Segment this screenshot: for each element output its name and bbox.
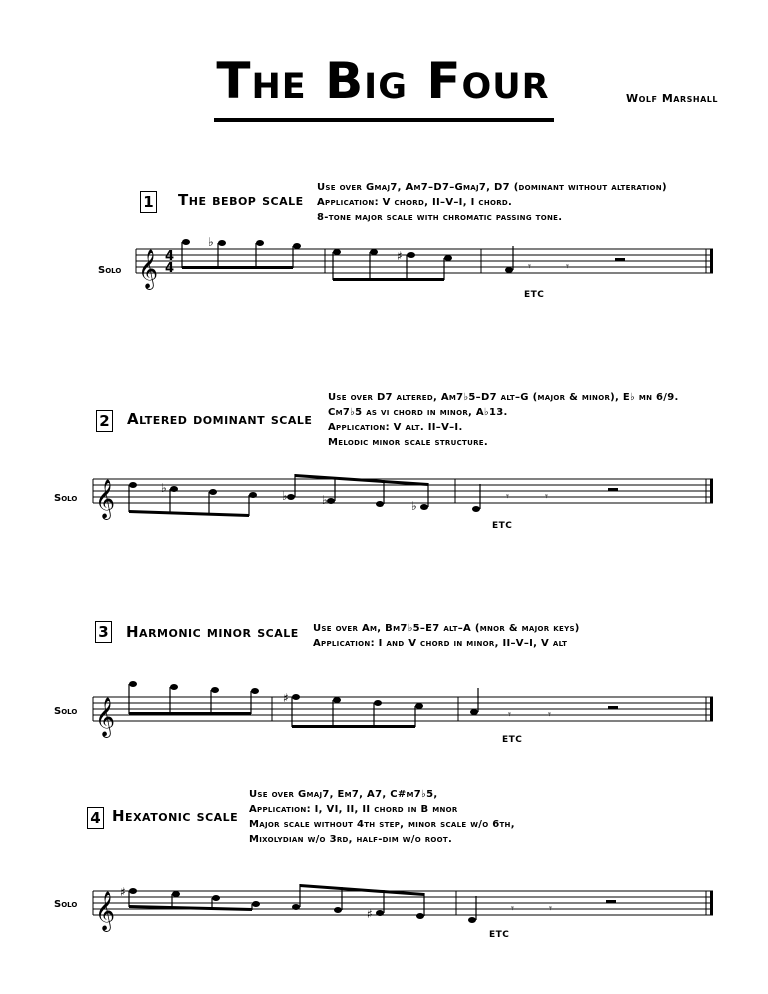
solo-label-2: Solo xyxy=(54,493,78,504)
section-2-note-line: Application: V alt. II–V–I. xyxy=(328,422,463,433)
sharp-icon: ♯ xyxy=(397,249,403,263)
section-3-note-line: Application: I and V chord in minor, II–V–I, V alt xyxy=(313,638,568,649)
eighth-rest-icon: 𝄾 xyxy=(528,260,531,273)
page-title: The Big Four xyxy=(216,52,550,110)
etc-label-1: ETC xyxy=(524,290,545,300)
time-signature-bottom: 4 xyxy=(165,261,175,276)
section-1-note-line: 8-tone major scale with chromatic passing tone. xyxy=(317,212,563,223)
section-name-2: Altered dominant scale xyxy=(127,410,313,428)
half-rest-icon xyxy=(606,900,616,903)
section-4-note-line: Use over Gmaj7, Em7, A7, C#m7♭5, xyxy=(249,789,438,800)
section-2-note-line: Cm7♭5 as vi chord in minor, A♭13. xyxy=(328,407,508,418)
section-notes-3 xyxy=(313,621,580,651)
section-1-note-line: Use over Gmaj7, Am7–D7–Gmaj7, D7 (dominant without alteration) xyxy=(317,182,667,193)
section-notes-4 xyxy=(249,787,515,847)
composer-name: Wolf Marshall xyxy=(626,92,718,105)
title-underline xyxy=(214,118,554,122)
flat-icon: ♭ xyxy=(322,493,328,507)
solo-label-1: Solo xyxy=(98,265,122,276)
flat-icon: ♭ xyxy=(161,481,167,495)
flat-icon: ♭ xyxy=(411,499,417,513)
eighth-rest-icon: 𝄾 xyxy=(511,902,514,915)
section-notes-2 xyxy=(328,390,679,450)
section-2-note-line: Use over D7 altered, Am7♭5–D7 alt–G (major & minor), E♭ mn 6/9. xyxy=(328,392,679,403)
half-rest-icon xyxy=(608,706,618,709)
treble-clef-icon: 𝄞 xyxy=(138,249,159,289)
section-number-4: 4 xyxy=(87,807,104,829)
half-rest-icon xyxy=(615,258,625,261)
section-4-note-line: Application: I, VI, II, II chord in B mnor xyxy=(249,804,458,815)
section-name-3: Harmonic minor scale xyxy=(126,623,299,641)
section-notes-1 xyxy=(317,180,667,225)
flat-icon: ♭ xyxy=(282,489,288,503)
music-staff-1 xyxy=(0,236,768,306)
sharp-icon: ♯ xyxy=(283,691,289,705)
section-name-4: Hexatonic scale xyxy=(112,807,239,825)
treble-clef-icon: 𝄞 xyxy=(95,891,116,931)
quarter-rest-icon: 𝄾 xyxy=(566,260,569,273)
section-2-note-line: Melodic minor scale structure. xyxy=(328,437,488,448)
quarter-rest-icon: 𝄾 xyxy=(548,708,551,721)
solo-label-3: Solo xyxy=(54,706,78,717)
section-name-1: The bebop scale xyxy=(178,191,304,209)
flat-icon: ♭ xyxy=(208,235,214,249)
solo-label-4: Solo xyxy=(54,899,78,910)
section-3-note-line: Use over Am, Bm7♭5–E7 alt–A (mnor & major keys) xyxy=(313,623,580,634)
sharp-icon: ♯ xyxy=(120,885,126,899)
etc-label-3: ETC xyxy=(502,735,523,745)
section-number-1: 1 xyxy=(140,191,157,213)
section-number-3: 3 xyxy=(95,621,112,643)
sharp-icon: ♯ xyxy=(367,907,373,921)
eighth-rest-icon: 𝄾 xyxy=(506,490,509,503)
quarter-rest-icon: 𝄾 xyxy=(549,902,552,915)
treble-clef-icon: 𝄞 xyxy=(95,697,116,737)
time-signature-top: 4 xyxy=(165,249,175,264)
etc-label-4: ETC xyxy=(489,930,510,940)
music-staff-3 xyxy=(0,676,768,740)
eighth-rest-icon: 𝄾 xyxy=(508,708,511,721)
music-staff-4 xyxy=(0,876,768,936)
section-4-note-line: Mixolydian w/o 3rd, half-dim w/o root. xyxy=(249,834,453,845)
etc-label-2: ETC xyxy=(492,521,513,531)
treble-clef-icon: 𝄞 xyxy=(95,479,116,519)
music-staff-2 xyxy=(0,470,768,530)
section-1-note-line: Application: V chord, II–V–I, I chord. xyxy=(317,197,513,208)
quarter-rest-icon: 𝄾 xyxy=(545,490,548,503)
half-rest-icon xyxy=(608,488,618,491)
section-4-note-line: Major scale without 4th step, minor scale w/o 6th, xyxy=(249,819,515,830)
section-number-2: 2 xyxy=(96,410,113,432)
